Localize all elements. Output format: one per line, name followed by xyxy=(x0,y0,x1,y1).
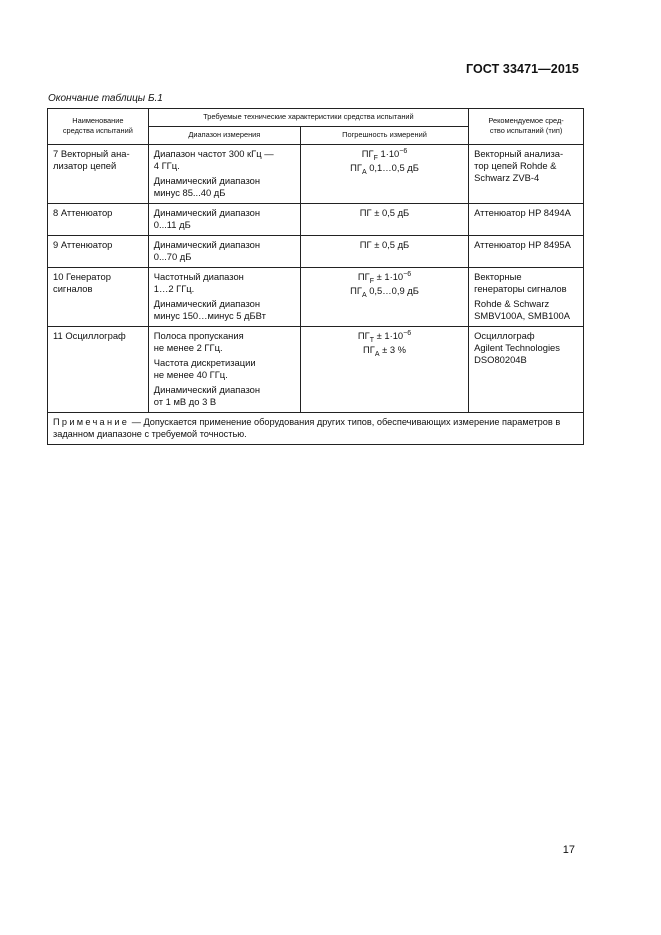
range-line: Динамический диапазон xyxy=(153,207,261,218)
range-line: минус 150…минус 5 дБВт xyxy=(153,310,266,321)
table-note xyxy=(48,413,584,445)
cell-measurement-range xyxy=(148,204,300,236)
error-symbol: ПГ ± 0,5 дБ xyxy=(359,207,410,218)
cell-equipment-name xyxy=(48,204,149,236)
error-symbol: ПГ ± 0,5 дБ xyxy=(359,239,410,250)
error-symbol: ПГ xyxy=(362,344,375,355)
recommended-line: генераторы сигналов xyxy=(474,283,567,294)
cell-recommended-equipment xyxy=(469,145,584,204)
error-exponent: −6 xyxy=(403,270,412,278)
table-row xyxy=(48,145,584,204)
cell-recommended-equipment xyxy=(469,204,584,236)
recommended-line: Schwarz ZVB-4 xyxy=(474,172,540,183)
equipment-name-line: лизатор цепей xyxy=(53,160,117,171)
table-note-row xyxy=(48,413,584,445)
cell-recommended-equipment xyxy=(469,268,584,327)
header-recommended-column xyxy=(469,109,584,145)
error-subscript: T xyxy=(369,336,374,344)
note-label: Примечание xyxy=(53,417,130,427)
cell-measurement-error xyxy=(300,327,468,413)
error-subscript: F xyxy=(369,277,374,285)
header-text: Рекомендуемое сред- xyxy=(488,116,564,125)
error-exponent: −6 xyxy=(403,329,412,337)
error-line xyxy=(306,148,463,160)
recommended-line: Аттенюатор HP 8495A xyxy=(474,239,571,250)
range-line: 4 ГГц. xyxy=(153,160,180,171)
range-line: не менее 40 ГГц. xyxy=(153,369,228,380)
error-symbol: ПГ xyxy=(350,162,362,173)
cell-measurement-error xyxy=(300,204,468,236)
cell-recommended-equipment xyxy=(469,327,584,413)
cell-equipment-name xyxy=(48,145,149,204)
error-value: ± 1·10 xyxy=(374,271,404,282)
error-symbol: ПГ xyxy=(350,285,362,296)
cell-equipment-name xyxy=(48,268,149,327)
recommended-line: SMBV100A, SMB100A xyxy=(474,310,571,321)
error-line xyxy=(306,207,463,219)
cell-measurement-error xyxy=(300,236,468,268)
range-line: Динамический диапазон xyxy=(153,384,261,395)
equipment-name-line: 8 Аттенюатор xyxy=(53,207,113,218)
recommended-line: Векторные xyxy=(474,271,522,282)
cell-measurement-error xyxy=(300,268,468,327)
recommended-line: Осциллограф xyxy=(474,330,535,341)
range-line: 0...70 дБ xyxy=(153,251,192,262)
cell-recommended-equipment xyxy=(469,236,584,268)
cell-measurement-range xyxy=(148,327,300,413)
equipment-name-line: сигналов xyxy=(53,283,93,294)
error-subscript: A xyxy=(361,291,367,299)
recommended-line: DSO80204B xyxy=(474,354,527,365)
equipment-table xyxy=(47,108,584,445)
header-name-column xyxy=(48,109,149,145)
header-required-group: Требуемые технические характеристики средства испытаний xyxy=(148,109,468,127)
page-number: 17 xyxy=(562,844,575,856)
equipment-name-line: 10 Генератор xyxy=(53,271,111,282)
header-error-column: Погрешность измерений xyxy=(300,127,468,145)
table-row xyxy=(48,204,584,236)
range-line: минус 85...40 дБ xyxy=(153,187,226,198)
error-line xyxy=(306,344,463,356)
recommended-line: тор цепей Rohde & xyxy=(474,160,557,171)
table-row xyxy=(48,236,584,268)
range-line: Диапазон частот 300 кГц — xyxy=(153,148,274,159)
equipment-name-line: 7 Векторный ана- xyxy=(53,148,130,159)
header-text: Наименование xyxy=(72,116,124,125)
error-value: 0,5…0,9 дБ xyxy=(366,285,419,296)
error-symbol: ПГ xyxy=(361,148,374,159)
error-line xyxy=(306,162,463,174)
cell-measurement-range xyxy=(148,236,300,268)
table-caption: Окончание таблицы Б.1 xyxy=(48,93,163,104)
cell-measurement-error xyxy=(300,145,468,204)
error-subscript: A xyxy=(361,168,367,176)
error-line xyxy=(306,271,463,283)
header-range-column: Диапазон измерения xyxy=(148,127,300,145)
range-line: 1…2 ГГц. xyxy=(153,283,195,294)
cell-measurement-range xyxy=(148,268,300,327)
document-number: ГОСТ 33471—2015 xyxy=(465,62,579,76)
error-value: 1·10 xyxy=(377,148,400,159)
recommended-line: Rohde & Schwarz xyxy=(474,298,550,309)
note-text: — Допускается применение оборудования других типов, обеспечивающих измерение параметров в заданном диапазоне с требуемой точностью. xyxy=(53,417,561,439)
recommended-line: Аттенюатор HP 8494A xyxy=(474,207,571,218)
equipment-name-line: 9 Аттенюатор xyxy=(53,239,113,250)
range-line: от 1 мВ до 3 В xyxy=(153,396,217,407)
table-body xyxy=(48,145,584,413)
range-line: Частотный диапазон xyxy=(153,271,244,282)
error-line xyxy=(306,285,463,297)
table-row xyxy=(48,268,584,327)
table-row xyxy=(48,327,584,413)
equipment-name-line: 11 Осциллограф xyxy=(53,330,126,341)
cell-measurement-range xyxy=(148,145,300,204)
error-value: ± 1·10 xyxy=(374,330,404,341)
error-line xyxy=(306,239,463,251)
cell-equipment-name xyxy=(48,327,149,413)
error-value: ± 3 % xyxy=(379,344,406,355)
range-line: Частота дискретизации xyxy=(153,357,256,368)
error-exponent: −6 xyxy=(399,147,408,155)
range-line: Полоса пропускания xyxy=(153,330,244,341)
recommended-line: Agilent Technologies xyxy=(474,342,560,353)
error-subscript: F xyxy=(373,154,378,162)
range-line: Динамический диапазон xyxy=(153,175,261,186)
recommended-line: Векторный анализа- xyxy=(474,148,564,159)
range-line: 0...11 дБ xyxy=(153,219,191,230)
header-text: ство испытаний (тип) xyxy=(489,126,563,135)
error-symbol: ПГ xyxy=(357,271,370,282)
range-line: Динамический диапазон xyxy=(153,298,261,309)
cell-equipment-name xyxy=(48,236,149,268)
range-line: не менее 2 ГГц. xyxy=(153,342,223,353)
range-line: Динамический диапазон xyxy=(153,239,261,250)
error-value: 0,1…0,5 дБ xyxy=(366,162,419,173)
error-line xyxy=(306,330,463,342)
header-text: средства испытаний xyxy=(62,126,133,135)
error-subscript: A xyxy=(374,350,380,358)
error-symbol: ПГ xyxy=(357,330,370,341)
